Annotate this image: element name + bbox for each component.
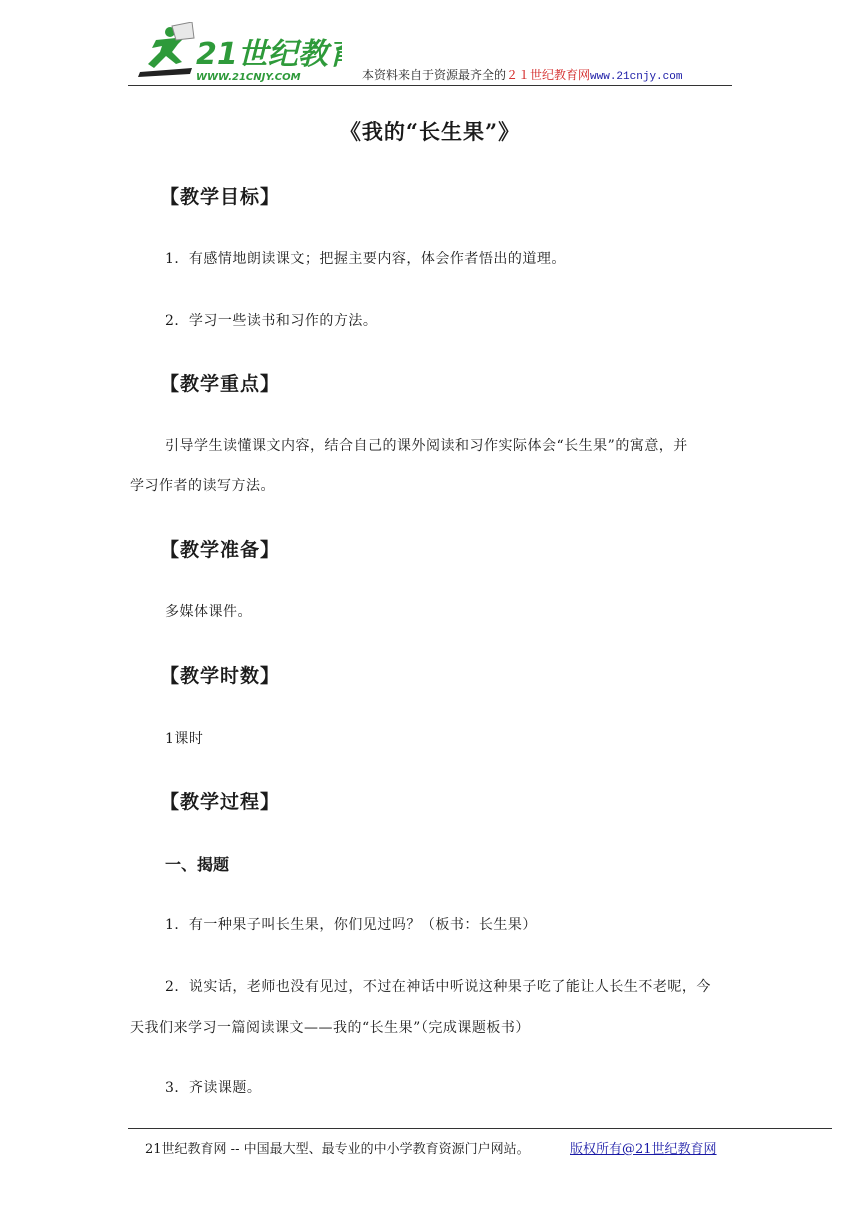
step-item-2-line-1: 2．说实话，老师也没有见过，不过在神话中听说这种果子吃了能让人长生不老呢，今 xyxy=(165,979,711,995)
header-note xyxy=(362,66,682,83)
logo-text: 21世纪教育 xyxy=(196,37,342,72)
goal-item-2: 2．学习一些读书和习作的方法。 xyxy=(165,313,378,329)
header-url-link[interactable]: www.21cnjy.com xyxy=(590,71,683,83)
prep-heading: 【教学准备】 xyxy=(160,539,281,561)
step-item-3: 3．齐读课题。 xyxy=(165,1080,262,1096)
hours-text: 1课时 xyxy=(165,731,204,747)
site-logo xyxy=(132,22,342,84)
process-heading: 【教学过程】 xyxy=(160,791,281,813)
header-note-prefix: 本资料来自于资源最齐全的 xyxy=(362,68,507,82)
footer-copyright-link[interactable]: 版权所有@21世纪教育网 xyxy=(570,1142,717,1157)
logo-url-text: WWW.21CNJY.COM xyxy=(196,72,301,83)
focus-paragraph-line-1: 引导学生读懂课文内容，结合自己的课外阅读和习作实际体会“长生果”的寓意，并 xyxy=(165,438,688,454)
document-title: 《我的“长生果”》 xyxy=(339,119,521,144)
step-item-1: 1．有一种果子叫长生果，你们见过吗？（板书：长生果） xyxy=(165,917,537,933)
focus-paragraph-line-2: 学习作者的读写方法。 xyxy=(130,478,275,494)
step-item-2-line-2: 天我们来学习一篇阅读课文——我的“长生果”（完成课题板书） xyxy=(130,1020,530,1036)
prep-text: 多媒体课件。 xyxy=(165,604,252,620)
goal-item-1: 1．有感情地朗读课文；把握主要内容，体会作者悟出的道理。 xyxy=(165,251,566,267)
step-heading: 一、揭题 xyxy=(165,855,230,874)
header-brand-link[interactable]: ２１世纪教育网 xyxy=(506,68,591,82)
hours-heading: 【教学时数】 xyxy=(160,665,281,687)
footer-divider xyxy=(128,1128,832,1129)
focus-heading: 【教学重点】 xyxy=(160,373,281,395)
goals-heading: 【教学目标】 xyxy=(160,186,281,208)
runner-logo-icon xyxy=(132,22,342,84)
footer-description: 21世纪教育网 -- 中国最大型、最专业的中小学教育资源门户网站。 xyxy=(145,1142,530,1157)
header-divider xyxy=(128,85,732,86)
